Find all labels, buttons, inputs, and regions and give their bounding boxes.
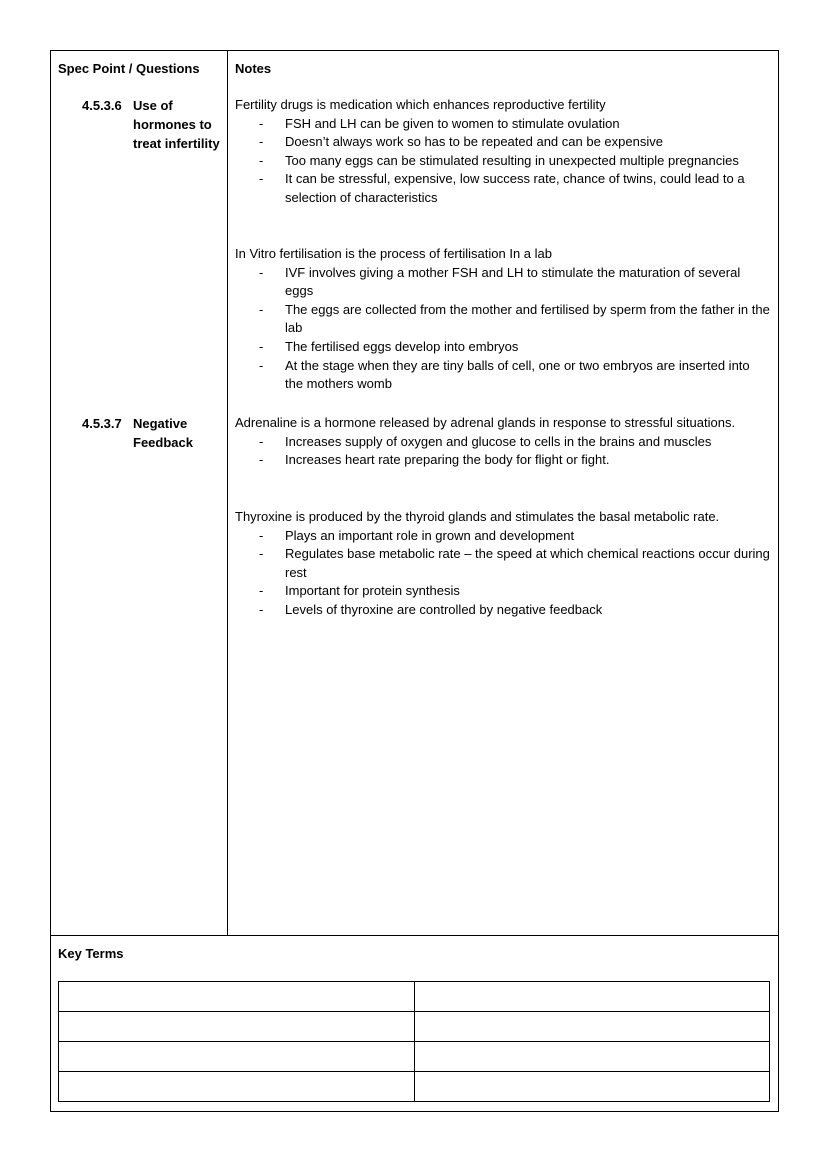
key-term-definition-cell[interactable] [414, 982, 770, 1012]
table-row [59, 1012, 770, 1042]
key-terms-divider [50, 935, 779, 936]
key-term-cell[interactable] [59, 982, 415, 1012]
column-divider [227, 50, 228, 935]
notes-bullet: - FSH and LH can be given to women to stimulate ovulation [235, 115, 770, 134]
notes-adrenaline [235, 414, 770, 470]
notes-bullet: - Increases heart rate preparing the body for flight or fight. [235, 451, 770, 470]
key-term-definition-cell[interactable] [414, 1012, 770, 1042]
notes-bullet-list [235, 527, 770, 620]
notes-intro: Adrenaline is a hormone released by adrenal glands in response to stressful situations. [235, 415, 736, 430]
key-term-definition-cell[interactable] [414, 1072, 770, 1102]
key-terms-heading: Key Terms [58, 946, 124, 961]
notes-thyroxine [235, 508, 770, 620]
spec-title: Use of hormones to treat infertility [133, 98, 220, 151]
spec-title: Negative Feedback [133, 416, 193, 450]
key-term-cell[interactable] [59, 1042, 415, 1072]
table-row [59, 1072, 770, 1102]
notes-ivf [235, 245, 770, 394]
table-row [59, 1042, 770, 1072]
notes-bullet: - Doesn’t always work so has to be repeated and can be expensive [235, 133, 770, 152]
key-term-definition-cell[interactable] [414, 1042, 770, 1072]
notes-intro: Thyroxine is produced by the thyroid glands and stimulates the basal metabolic rate. [235, 509, 720, 524]
notes-bullet: - Important for protein synthesis [235, 582, 770, 601]
notes-bullet: - The eggs are collected from the mother and fertilised by sperm from the father in the lab [235, 301, 770, 338]
notes-bullet: - It can be stressful, expensive, low success rate, chance of twins, could lead to a selection of characteristics [235, 170, 770, 207]
key-terms-table [58, 981, 770, 1102]
notes-bullet: - The fertilised eggs develop into embryos [235, 338, 770, 357]
notes-bullet: - IVF involves giving a mother FSH and LH to stimulate the maturation of several eggs [235, 264, 770, 301]
table-row [59, 982, 770, 1012]
notes-bullet-list [235, 433, 770, 470]
notes-bullet: - Too many eggs can be stimulated resulting in unexpected multiple pregnancies [235, 152, 770, 171]
key-term-cell[interactable] [59, 1012, 415, 1042]
notes-bullet: - Increases supply of oxygen and glucose to cells in the brains and muscles [235, 433, 770, 452]
notes-bullet-list [235, 264, 770, 394]
notes-bullet: - At the stage when they are tiny balls of cell, one or two embryos are inserted into the mothers womb [235, 357, 770, 394]
notes-intro: Fertility drugs is medication which enhances reproductive fertility [235, 97, 606, 112]
spec-number: 4.5.3.7 [82, 416, 122, 431]
spec-number: 4.5.3.6 [82, 98, 122, 113]
notes-bullet-list [235, 115, 770, 208]
spec-column-header: Spec Point / Questions [58, 61, 200, 76]
notes-bullet: - Levels of thyroxine are controlled by negative feedback [235, 601, 770, 620]
notes-intro: In Vitro fertilisation is the process of fertilisation In a lab [235, 246, 552, 261]
notes-bullet: - Plays an important role in grown and development [235, 527, 770, 546]
notes-fertility [235, 96, 770, 208]
notes-column-header: Notes [235, 61, 272, 76]
key-term-cell[interactable] [59, 1072, 415, 1102]
notes-bullet: - Regulates base metabolic rate – the speed at which chemical reactions occur during rest [235, 545, 770, 582]
